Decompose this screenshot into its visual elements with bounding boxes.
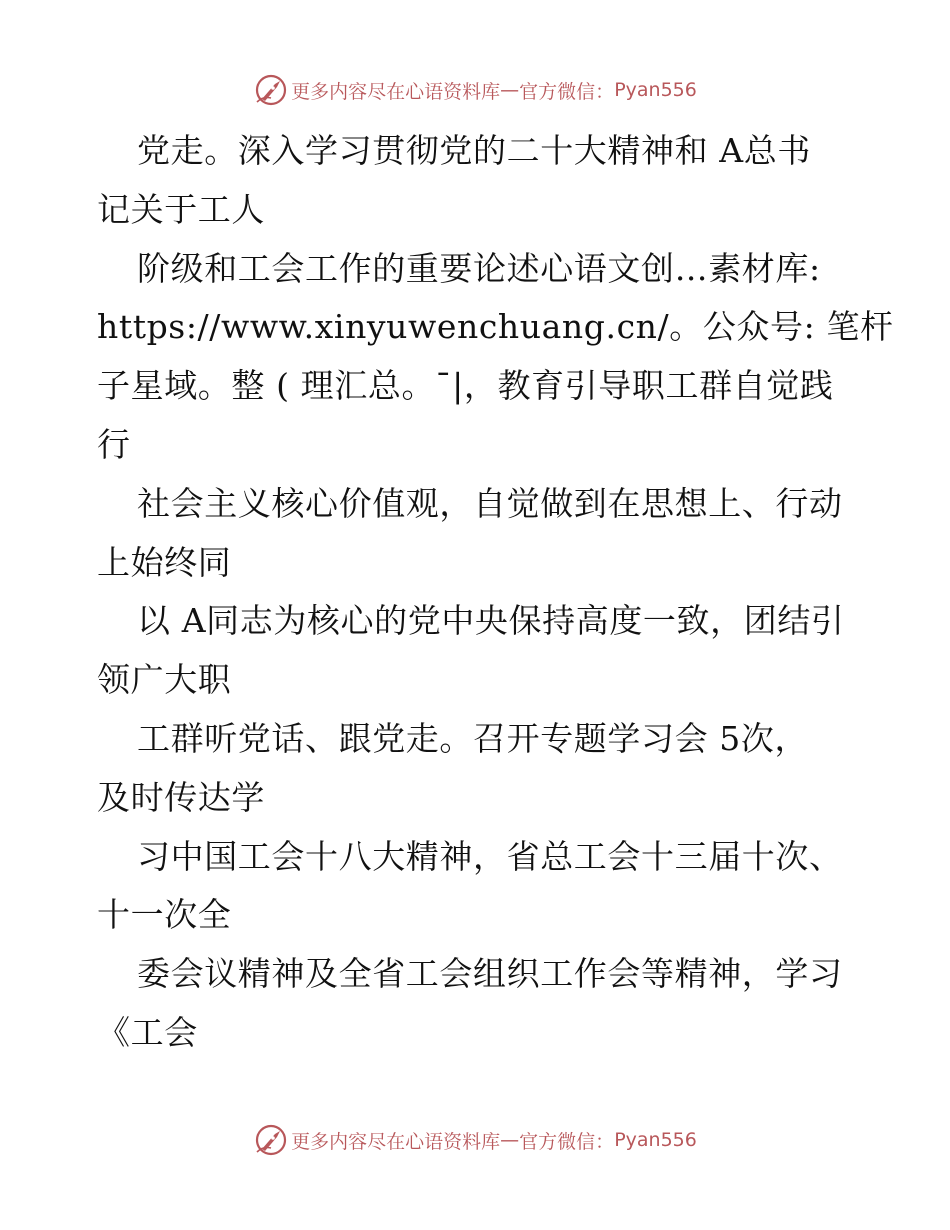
watermark-wechat-id: Pyan556 [614,79,697,101]
body-line: 党走。深入学习贯彻党的二十大精神和 A总书 [137,131,811,170]
body-line: 上始终同 [97,542,232,582]
body-line: 子星域。整 ( 理汇总。¯|，教育引导职工群自觉践 [97,366,834,406]
body-line: https://www.xinyuwenchuang.cn/。公众号: 笔杆 [97,307,894,347]
body-line: 委会议精神及全省工会组织工作会等精神，学习 [137,954,843,994]
watermark-separator: — [500,1129,520,1151]
body-line: 习中国工会十八大精神，省总工会十三届十次、 [137,836,843,876]
watermark-separator: — [500,79,520,101]
header-watermark [0,72,950,108]
body-line: 工群听党话、跟党走。召开专题学习会 5次， [137,718,809,758]
body-line: 及时传达学 [97,777,265,817]
document-body [97,122,894,1063]
watermark-wechat-id: Pyan556 [614,1129,697,1151]
body-line: 以 A同志为核心的党中央保持高度一致，团结引 [137,601,845,641]
watermark-wechat-label: 官方微信： [519,80,615,103]
body-line: 行 [97,424,131,464]
footer-watermark [0,1122,950,1158]
body-line: 社会主义核心价值观，自觉做到在思想上、行动 [137,483,843,523]
watermark-site-text: 更多内容尽在心语资料库 [291,80,501,103]
body-line: 《工会 [97,1012,198,1052]
watermark-wechat-label: 官方微信： [519,1130,615,1153]
body-line: 十一次全 [97,895,232,935]
watermark-site-text: 更多内容尽在心语资料库 [291,1130,501,1153]
pen-nib-circle-icon [253,72,289,108]
body-line: 领广大职 [97,660,232,700]
body-line: 阶级和工会工作的重要论述心语文创…素材库: [137,248,821,288]
pen-nib-circle-icon [253,1122,289,1158]
body-line: 记关于工人 [97,189,265,229]
